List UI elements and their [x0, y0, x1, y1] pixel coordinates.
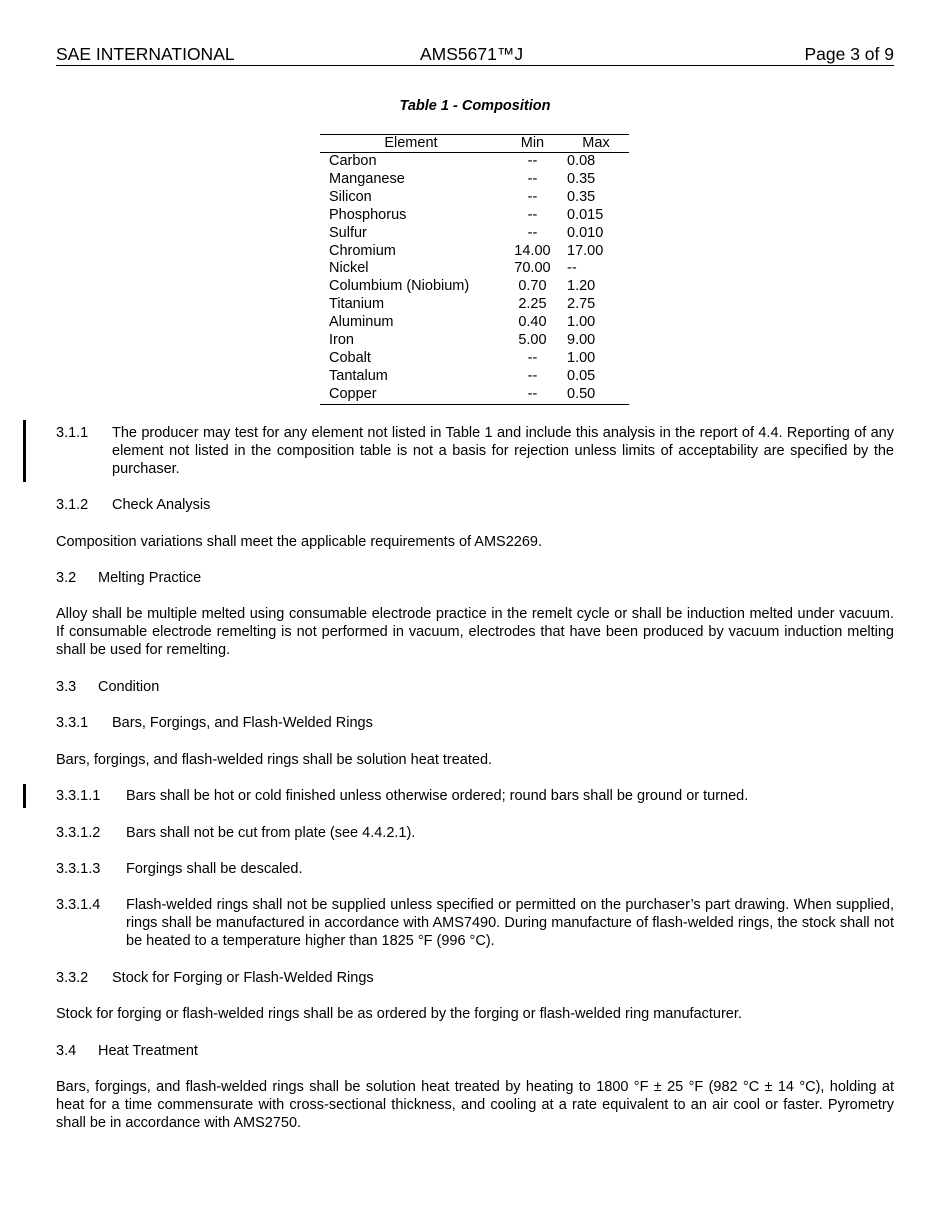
section-3-2-heading	[56, 569, 894, 587]
column-header-element: Element	[320, 135, 502, 153]
header-org: SAE INTERNATIONAL	[56, 44, 235, 64]
section-number: 3.3	[56, 679, 77, 695]
header-doc-number: AMS5671™J	[420, 44, 524, 64]
table-row	[320, 260, 629, 278]
table-row	[320, 243, 629, 261]
section-3-3-1-1	[56, 787, 894, 805]
composition-table	[320, 134, 629, 405]
table-row	[320, 171, 629, 189]
change-bar	[23, 420, 26, 482]
cell-max: 2.75	[567, 296, 596, 313]
cell-element: Aluminum	[329, 314, 394, 331]
cell-max: 0.35	[567, 188, 596, 205]
cell-max: 1.20	[567, 278, 596, 295]
cell-max: 0.08	[567, 153, 596, 169]
cell-min: 0.40	[518, 314, 547, 331]
cell-max: --	[567, 260, 577, 277]
cell-element: Chromium	[329, 242, 396, 259]
cell-max: 0.35	[567, 170, 596, 187]
section-title: Bars, Forgings, and Flash-Welded Rings	[112, 715, 373, 731]
section-text: The producer may test for any element not listed in Table 1 and include this analysis in the report of 4.4. Reporting of any element not listed in the composition table is not a basis for rejection unless limits of acceptability are specified by the purchaser.	[112, 425, 894, 477]
cell-element: Sulfur	[329, 224, 367, 241]
section-3-3-1-2	[56, 824, 894, 842]
section-number: 3.3.1.3	[56, 861, 101, 877]
column-header-max: Max	[563, 135, 629, 153]
table-row	[320, 368, 629, 386]
section-text: Bars shall be hot or cold finished unless otherwise ordered; round bars shall be ground or turned.	[126, 788, 749, 804]
cell-element: Phosphorus	[329, 206, 407, 223]
table-row	[320, 207, 629, 225]
table-row	[320, 386, 629, 404]
section-3-1-1	[56, 424, 894, 478]
cell-element: Iron	[329, 332, 354, 349]
section-title: Melting Practice	[98, 570, 202, 586]
section-3-3-heading	[56, 678, 894, 696]
section-number: 3.4	[56, 1043, 77, 1059]
section-3-3-1-body: Bars, forgings, and flash-welded rings shall be solution heat treated.	[56, 752, 493, 768]
cell-element: Carbon	[329, 153, 377, 169]
section-3-4-heading	[56, 1042, 894, 1060]
cell-min: 70.00	[514, 260, 551, 277]
table-row	[320, 189, 629, 207]
table-row	[320, 332, 629, 350]
cell-max: 17.00	[567, 242, 604, 259]
section-text: Forgings shall be descaled.	[126, 861, 303, 877]
section-title: Check Analysis	[112, 497, 211, 513]
section-3-1-2-heading	[56, 496, 894, 514]
section-number: 3.1.1	[56, 425, 89, 441]
table-body	[320, 153, 629, 405]
column-header-min: Min	[502, 135, 563, 153]
section-text: Bars shall not be cut from plate (see 4.4.2.1).	[126, 825, 416, 841]
section-3-2-body: Alloy shall be multiple melted using consumable electrode practice in the remelt cycle or shall be induction melted under vacuum. If consumable electrode remelting is not performed in vacuum, electrodes that have been produced by vacuum induction melting shall be used for remelting.	[56, 606, 894, 658]
table-row	[320, 350, 629, 368]
section-3-3-1-4	[56, 896, 894, 950]
table-row	[320, 153, 629, 171]
section-number: 3.3.2	[56, 970, 89, 986]
section-number: 3.2	[56, 570, 77, 586]
cell-element: Nickel	[329, 260, 369, 277]
cell-element: Cobalt	[329, 349, 371, 366]
section-3-3-2-body: Stock for forging or flash-welded rings shall be as ordered by the forging or flash-welded ring manufacturer.	[56, 1006, 742, 1022]
section-number: 3.3.1.1	[56, 788, 101, 804]
section-number: 3.3.1	[56, 715, 89, 731]
section-3-3-1-3	[56, 860, 894, 878]
cell-min: --	[527, 170, 538, 187]
section-3-3-2-heading	[56, 969, 894, 987]
cell-max: 1.00	[567, 349, 596, 366]
section-text: Flash-welded rings shall not be supplied unless specified or permitted on the purchaser’s part drawing. When supplied, rings shall be manufactured in accordance with AMS7490. During manufacture of flash-welded rings, the stock shall not be heated to a temperature higher than 1825 °F (996 °C).	[126, 897, 894, 949]
page-header	[56, 44, 894, 66]
table-row	[320, 314, 629, 332]
cell-min: --	[527, 206, 538, 223]
cell-max: 0.015	[567, 206, 604, 223]
section-3-4-body: Bars, forgings, and flash-welded rings shall be solution heat treated by heating to 1800 °F ± 25 °F (982 °C ± 14 °C), holding at heat for a time commensurate with cross-sectional thickness, and cooling at a rate equivalent to an air cool or faster. Pyrometry shall be in accordance with AMS2750.	[56, 1079, 894, 1131]
cell-element: Manganese	[329, 170, 405, 187]
cell-element: Columbium (Niobium)	[329, 278, 470, 295]
table-row	[320, 225, 629, 243]
cell-min: --	[527, 367, 538, 384]
cell-max: 0.05	[567, 367, 596, 384]
cell-max: 1.00	[567, 314, 596, 331]
table-row	[320, 278, 629, 296]
cell-min: 5.00	[518, 332, 547, 349]
cell-element: Silicon	[329, 188, 372, 205]
cell-max: 0.50	[563, 386, 629, 404]
section-number: 3.3.1.2	[56, 825, 101, 841]
cell-max: 9.00	[567, 332, 596, 349]
cell-element: Titanium	[329, 296, 385, 313]
table-title: Table 1 - Composition	[399, 98, 551, 114]
section-title: Condition	[98, 679, 160, 695]
table-header-row	[320, 135, 629, 153]
header-page-number: Page 3 of 9	[804, 44, 894, 64]
section-title: Stock for Forging or Flash-Welded Rings	[112, 970, 374, 986]
cell-min: 14.00	[514, 242, 551, 259]
cell-element: Copper	[320, 386, 502, 404]
section-number: 3.3.1.4	[56, 897, 101, 913]
cell-max: 0.010	[567, 224, 604, 241]
cell-min: 0.70	[518, 278, 547, 295]
section-title: Heat Treatment	[98, 1043, 198, 1059]
cell-min: --	[527, 224, 538, 241]
cell-min: --	[502, 386, 563, 404]
cell-min: --	[527, 349, 538, 366]
cell-element: Tantalum	[329, 367, 388, 384]
cell-min: --	[527, 188, 538, 205]
section-number: 3.1.2	[56, 497, 89, 513]
cell-min: 2.25	[518, 296, 547, 313]
table-row	[320, 296, 629, 314]
cell-min: --	[527, 153, 538, 169]
section-3-3-1-heading	[56, 714, 894, 732]
change-bar	[23, 784, 26, 808]
section-3-1-2-body: Composition variations shall meet the applicable requirements of AMS2269.	[56, 534, 543, 550]
